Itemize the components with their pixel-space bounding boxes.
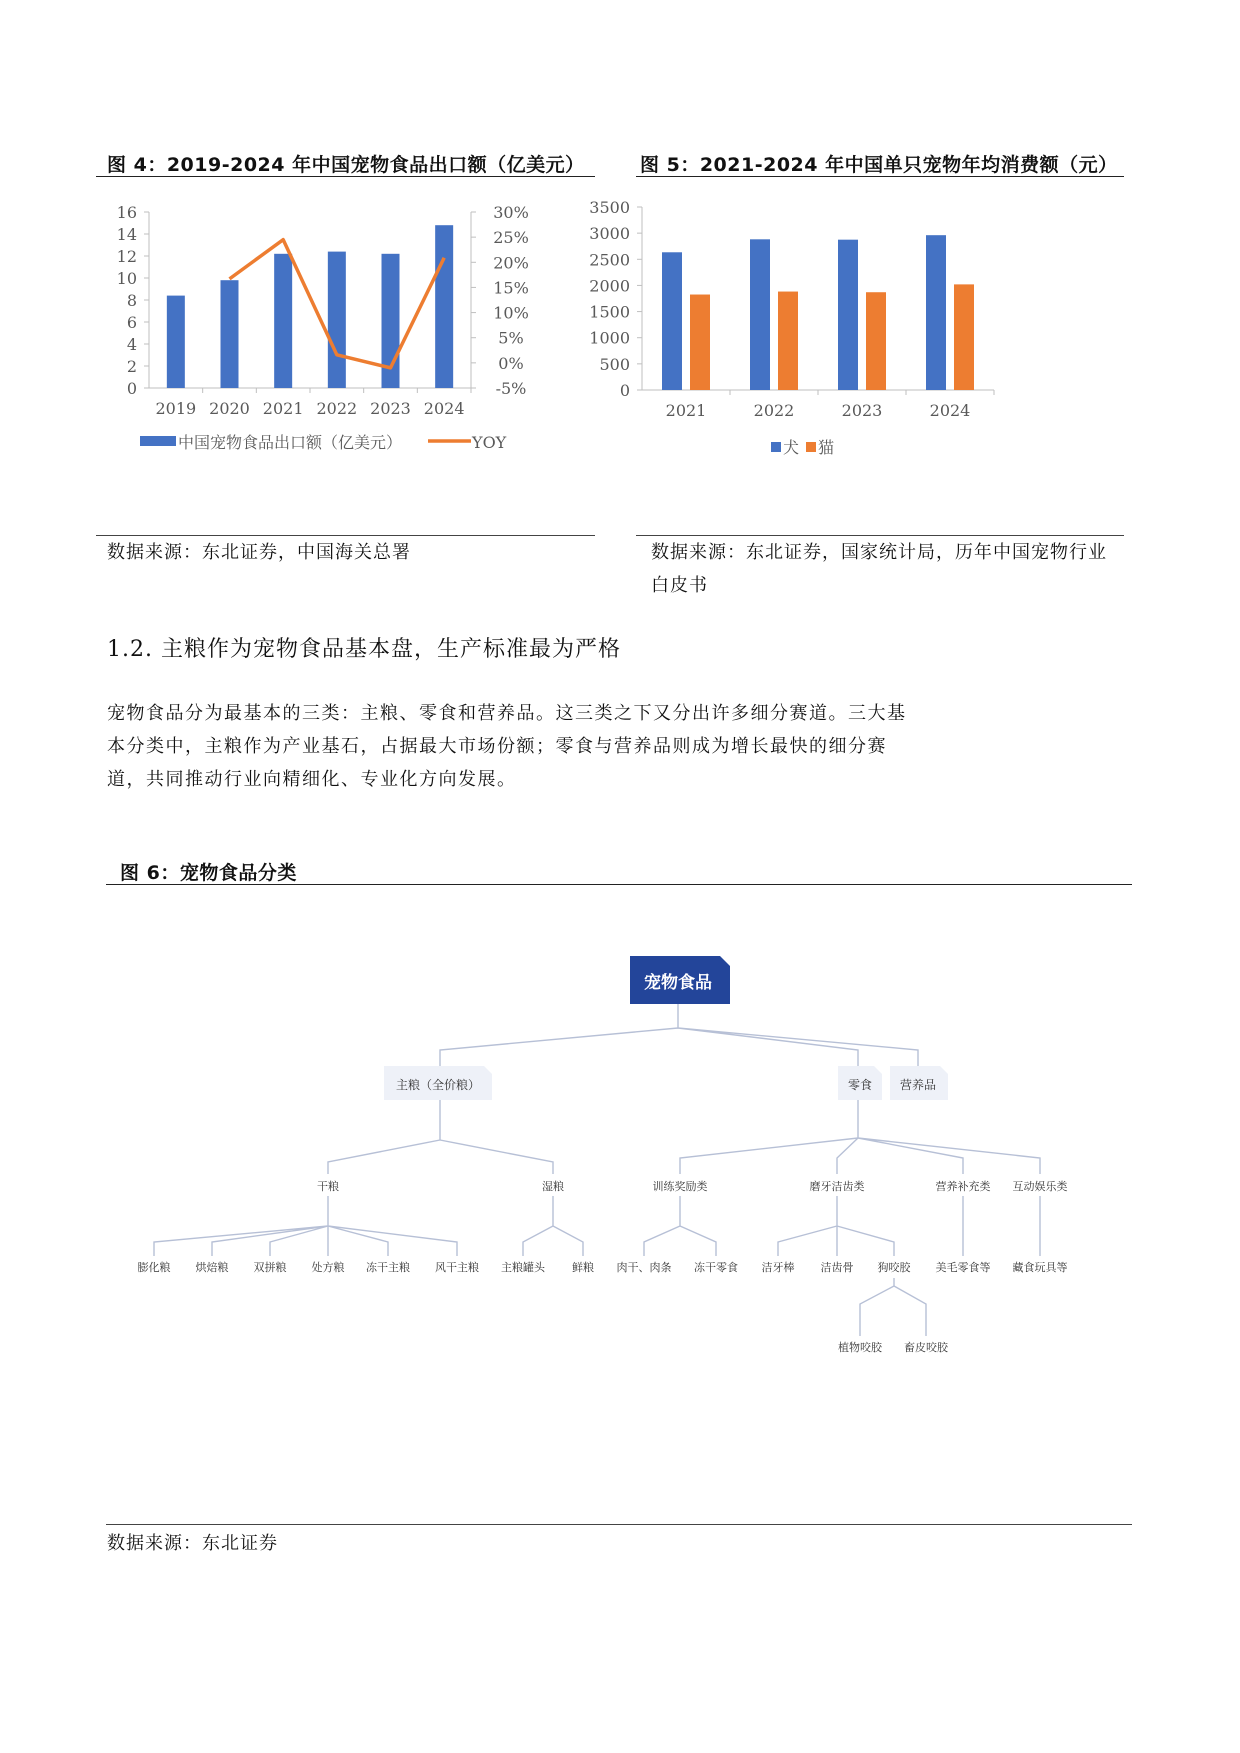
bar-dog-2022	[750, 239, 770, 390]
y-tick-label: 3000	[589, 224, 630, 244]
node-ganliang: 干粮	[317, 1180, 339, 1193]
y-tick-label: 500	[599, 354, 630, 374]
x-tick-label: 2022	[316, 399, 358, 418]
y-tick-label: 2000	[589, 276, 630, 296]
left-tick-label: 4	[126, 335, 137, 354]
left-tick-label: 6	[126, 313, 137, 332]
left-tick-label: 0	[126, 379, 137, 398]
diagram-connectors	[154, 1000, 1040, 1336]
y-tick-label: 0	[619, 381, 630, 400]
x-tick-label: 2019	[155, 399, 197, 418]
node-penghua: 膨化粮	[137, 1261, 171, 1274]
diagram-level1-nodes	[384, 1066, 948, 1100]
bar-dog-2024	[926, 235, 946, 390]
figure6-source: 数据来源：东北证券	[107, 1533, 278, 1554]
root-label: 宠物食品	[644, 973, 712, 993]
node-hudong: 互动娱乐类	[1012, 1180, 1068, 1193]
node-donggan-lingshi: 冻干零食	[694, 1261, 738, 1274]
diagram-level2-labels	[317, 1179, 1068, 1193]
left-tick-label: 16	[116, 203, 137, 222]
figure5-chart	[589, 180, 1124, 530]
figure5-source: 数据来源：东北证券，国家统计局，历年中国宠物行业白皮书	[651, 542, 1107, 596]
diagram-level3-labels	[138, 1260, 1068, 1354]
right-tick-label: 0%	[498, 353, 524, 373]
left-tick-label: 14	[116, 225, 137, 244]
left-tick-label: 2	[126, 357, 137, 376]
right-tick-label: 20%	[493, 253, 529, 273]
figure5-title: 图 5：2021-2024 年中国单只宠物年均消费额（元）	[640, 154, 1118, 176]
node-yingyangbuchong: 营养补充类	[935, 1180, 991, 1193]
figure4-title-rule	[96, 176, 595, 177]
figure6-title: 图 6：宠物食品分类	[120, 862, 297, 884]
y-tick-label: 2500	[589, 250, 630, 270]
node-jiechigu: 洁齿骨	[820, 1261, 854, 1274]
legend-label-export: 中国宠物食品出口额（亿美元）	[178, 433, 403, 452]
figure5-title-rule	[636, 176, 1124, 177]
bar-cat-2022	[778, 292, 798, 390]
figure6-title-rule	[106, 884, 1132, 885]
legend-swatch-dog	[771, 442, 781, 452]
figure6-bottom-rule	[106, 1524, 1132, 1525]
bar-export-2020	[221, 280, 239, 388]
node-zhuliang: 主粮（全价粮）	[395, 1078, 481, 1092]
node-rougan: 肉干、肉条	[616, 1261, 672, 1274]
node-xunlian: 训练奖励类	[652, 1180, 708, 1193]
node-lingshi: 零食	[847, 1078, 873, 1092]
x-tick-label: 2021	[665, 401, 707, 420]
bar-dog-2023	[838, 240, 858, 390]
bar-export-2022	[328, 252, 346, 388]
x-tick-label: 2024	[929, 401, 971, 420]
node-hongbei: 烘焙粮	[195, 1261, 229, 1274]
node-zhiwu-yaojiao: 植物咬胶	[838, 1341, 882, 1354]
pet-food-classification-diagram	[0, 940, 1240, 1400]
legend-swatch-export	[140, 436, 176, 446]
node-shuangpin: 双拼粮	[253, 1261, 287, 1274]
x-tick-label: 2023	[370, 399, 411, 418]
node-cangshi: 藏食玩具等	[1012, 1261, 1068, 1274]
node-fenggan-zhuliang: 风干主粮	[435, 1261, 479, 1274]
bar-cat-2021	[690, 295, 710, 390]
node-yingyangpin: 营养品	[899, 1078, 937, 1092]
x-tick-label: 2020	[209, 399, 250, 418]
bar-export-2021	[274, 254, 292, 388]
y-tick-label: 1000	[589, 328, 630, 348]
node-chufang: 处方粮	[311, 1261, 345, 1274]
y-tick-label: 3500	[589, 198, 630, 217]
legend-swatch-cat	[806, 442, 816, 452]
node-xianliang: 鲜粮	[572, 1261, 594, 1274]
figure4-source: 数据来源：东北证券，中国海关总署	[107, 542, 411, 563]
node-moya: 磨牙洁齿类	[809, 1180, 865, 1193]
node-donggan-zhuliang: 冻干主粮	[366, 1261, 410, 1274]
right-tick-label: 30%	[493, 203, 529, 222]
bar-dog-2021	[662, 252, 682, 390]
left-tick-label: 8	[126, 291, 137, 310]
bar-export-2024	[435, 225, 453, 388]
x-tick-label: 2022	[753, 401, 795, 420]
node-xupi-yaojiao: 畜皮咬胶	[904, 1341, 948, 1354]
legend-label-yoy: YOY	[472, 433, 507, 452]
section-heading: 1.2. 主粮作为宠物食品基本盘，生产标准最为严格	[107, 637, 621, 662]
legend-label-cat: 猫	[818, 438, 835, 457]
node-meimao: 美毛零食等	[935, 1261, 991, 1274]
node-jieyabang: 洁牙棒	[761, 1261, 795, 1274]
node-gouyaojiao: 狗咬胶	[877, 1261, 911, 1274]
x-tick-label: 2024	[423, 399, 465, 418]
right-tick-label: 5%	[498, 328, 524, 348]
figure4-chart	[96, 180, 595, 530]
bar-cat-2023	[866, 292, 886, 390]
right-tick-label: 25%	[493, 228, 529, 248]
legend-label-dog: 犬	[783, 438, 800, 457]
diagram-root-node	[630, 956, 730, 1004]
y-tick-label: 1500	[589, 302, 630, 322]
node-shiliang: 湿粮	[542, 1180, 564, 1193]
figure4-title: 图 4：2019-2024 年中国宠物食品出口额（亿美元）	[107, 154, 585, 176]
left-tick-label: 12	[116, 247, 137, 266]
node-zhuliang-guantou: 主粮罐头	[501, 1261, 545, 1274]
bar-export-2019	[167, 296, 185, 388]
x-tick-label: 2021	[262, 399, 304, 418]
left-tick-label: 10	[116, 269, 137, 288]
right-tick-label: 10%	[493, 303, 529, 323]
x-tick-label: 2023	[841, 401, 883, 420]
right-tick-label: -5%	[495, 379, 527, 398]
bar-cat-2024	[954, 284, 974, 390]
right-tick-label: 15%	[493, 278, 529, 298]
section-paragraph: 宠物食品分为最基本的三类：主粮、零食和营养品。这三类之下又分出许多细分赛道。三大基本分类中，主粮作为产业基石，占据最大市场份额；零食与营养品则成为增长最快的细分赛道，共同推动行业向精细化、专业化方向发展。	[107, 703, 907, 790]
